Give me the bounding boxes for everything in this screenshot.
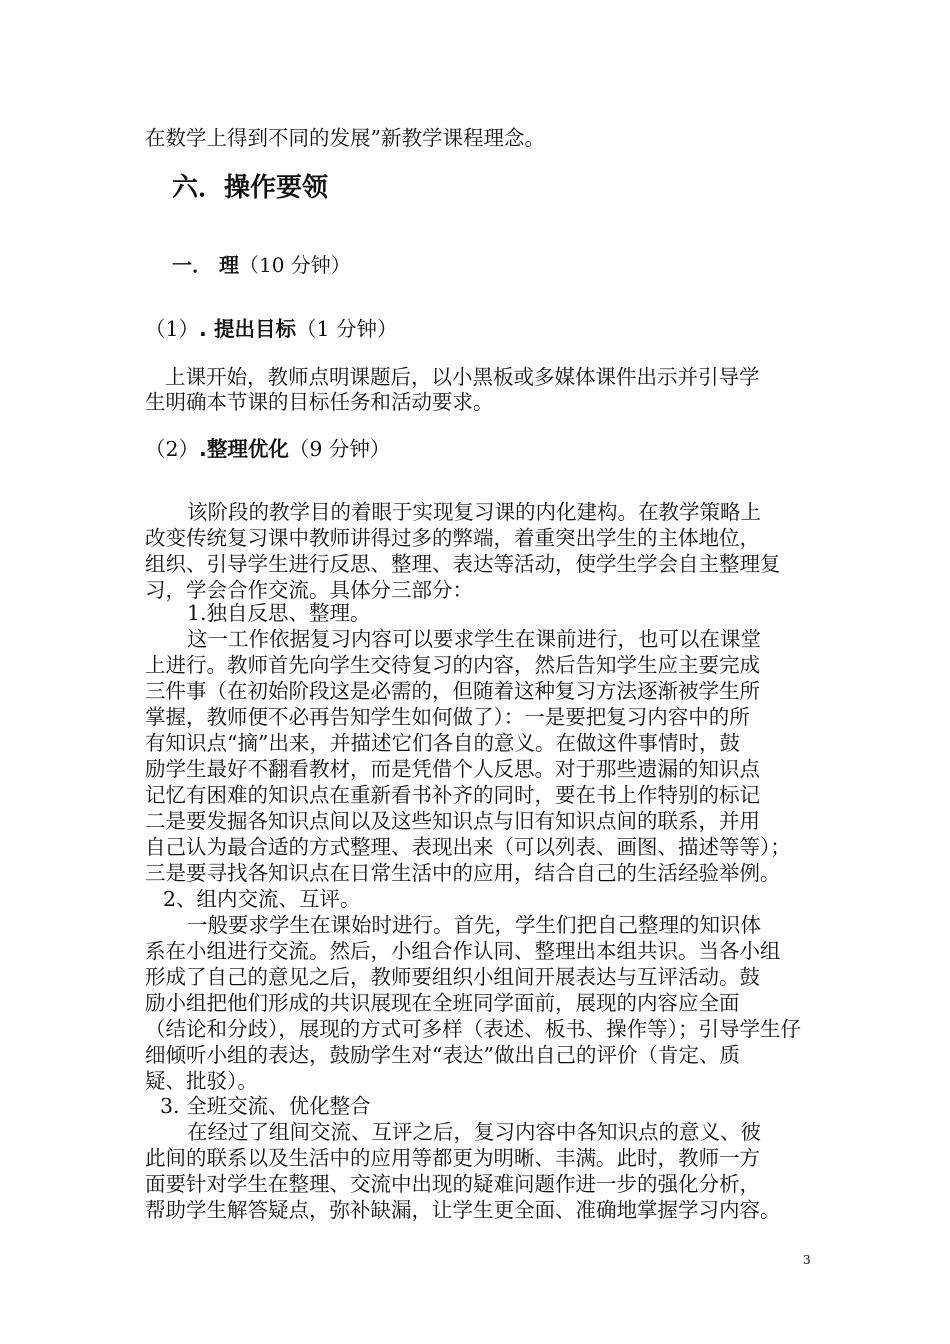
sub1-title: . 提出目标: [199, 317, 296, 341]
body-line: 三件事（在初始阶段这是必需的，但随着这种复习方法逐渐被学生所: [145, 679, 760, 703]
sub1-time: （1 分钟）: [295, 317, 398, 341]
body-line: 1.独自反思、整理。: [187, 601, 371, 625]
body-line: 疑、批驳）。: [145, 1069, 258, 1093]
part-one-heading: [172, 252, 351, 278]
body-line: （结论和分歧），展现的方式可多样（表述、板书、操作等）；引导学生仔: [145, 1017, 801, 1041]
body-line: 3. 全班交流、优化整合: [160, 1094, 371, 1118]
part-one-heading-label: 一． 理: [172, 253, 239, 277]
body-line: 习，学会合作交流。具体分三部分：: [145, 578, 473, 602]
body-line: 掌握，教师便不必再告知学生如何做了）：一是要把复习内容中的所: [145, 705, 750, 729]
body-line: 励学生最好不翻看教材，而是凭借个人反思。对于那些遗漏的知识点: [145, 757, 760, 781]
body-line: 自己认为最合适的方式整理、表现出来（可以列表、画图、描述等等）；: [145, 835, 791, 859]
body-line: 形成了自己的意见之后，教师要组织小组间开展表达与互评活动。鼓: [145, 965, 760, 989]
body-line: 这一工作依据复习内容可以要求学生在课前进行，也可以在课堂: [187, 627, 761, 651]
sub2-heading: [145, 436, 390, 462]
body-line: 记忆有困难的知识点在重新看书补齐的同时，要在书上作特别的标记: [145, 783, 760, 807]
part-one-heading-time: （10 分钟）: [238, 253, 351, 277]
body-line: 系在小组进行交流。然后，小组合作认同、整理出本组共识。当各小组: [145, 939, 781, 963]
sub2-time: （9 分钟）: [288, 437, 391, 461]
body-line: 励小组把他们形成的共识展现在全班同学面前，展现的内容应全面: [145, 991, 740, 1015]
body-line: 有知识点“摘”出来，并描述它们各自的意义。在做这件事情时，鼓: [145, 731, 740, 755]
page-number: 3: [803, 1253, 811, 1267]
sub1-heading: [145, 316, 398, 342]
body-line: 改变传统复习课中教师讲得过多的弊端，着重突出学生的主体地位，: [145, 526, 760, 550]
body-line: 一般要求学生在课始时进行。首先，学生们把自己整理的知识体: [187, 913, 761, 937]
body-line: 细倾听小组的表达，鼓励学生对“表达”做出自己的评价（肯定、质: [145, 1043, 740, 1067]
sub2-number: （2）: [145, 437, 200, 461]
sub2-title: .整理优化: [199, 437, 289, 461]
body-line: 该阶段的教学目的着眼于实现复习课的内化建构。在教学策略上: [187, 500, 761, 524]
body-line: 面要针对学生在整理、交流中出现的疑难问题作进一步的强化分析，: [145, 1172, 760, 1196]
body-line: 二是要发掘各知识点间以及这些知识点与旧有知识点间的联系，并用: [145, 809, 760, 833]
body-line: 生明确本节课的目标任务和活动要求。: [145, 390, 494, 414]
body-line: 帮助学生解答疑点，弥补缺漏，让学生更全面、准确地掌握学习内容。: [145, 1198, 781, 1222]
body-line: 此间的联系以及生活中的应用等都更为明晰、丰满。此时，教师一方: [145, 1146, 760, 1170]
body-line: 三是要寻找各知识点在日常生活中的应用，结合自己的生活经验举例。: [145, 861, 781, 885]
body-line: 2、组内交流、互评。: [163, 887, 361, 911]
body-line: 组织、引导学生进行反思、整理、表达等活动，使学生学会自主整理复: [145, 552, 781, 576]
intro-tail-line: 在数学上得到不同的发展”新教学课程理念。: [145, 126, 545, 150]
section-six-title: 六．操作要领: [172, 173, 329, 203]
body-line: 上进行。教师首先向学生交待复习的内容，然后告知学生应主要完成: [145, 653, 760, 677]
body-line: 上课开始，教师点明课题后，以小黑板或多媒体课件出示并引导学: [165, 365, 760, 389]
body-line: 在经过了组间交流、互评之后，复习内容中各知识点的意义、彼: [187, 1120, 761, 1144]
sub1-number: （1）: [145, 317, 200, 341]
